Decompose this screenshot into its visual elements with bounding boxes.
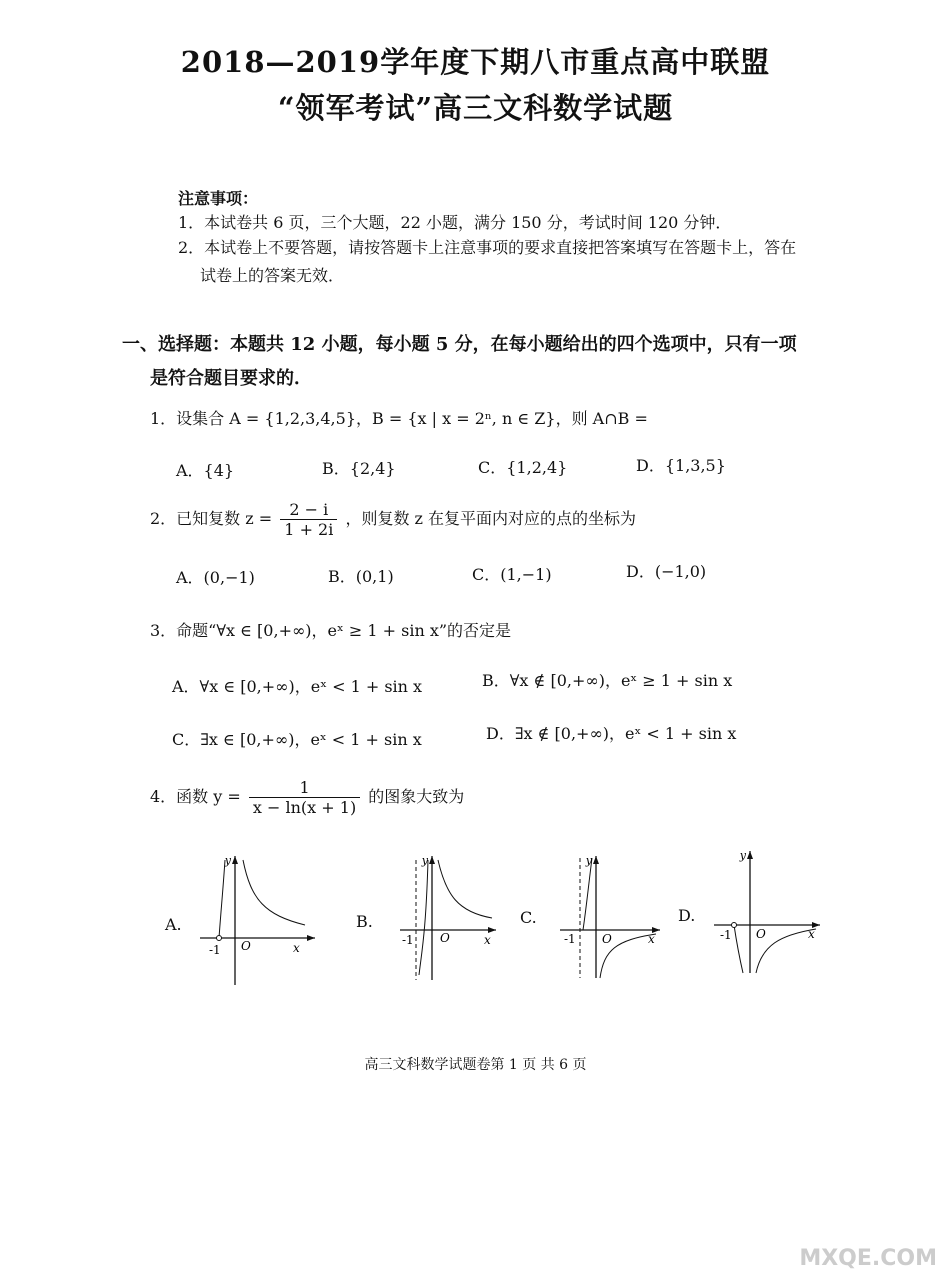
q2-option-d: D．(−1,0) (626, 562, 707, 581)
q4-stem-pre: 4．函数 y = (150, 787, 241, 806)
graph-a-origin: O (241, 939, 251, 953)
graph-c-y-label: y (585, 854, 592, 867)
graph-a-x-label: x (293, 941, 300, 955)
q2-option-c: C．(1,−1) (472, 565, 552, 584)
q4-stem (150, 778, 464, 817)
q4-stem-post: 的图象大致为 (368, 787, 465, 806)
section1-heading-cont: 是符合题目要求的． (150, 368, 312, 389)
q2-option-a: A．(0,−1) (176, 568, 255, 587)
q3-option-d: D．∃x ∉ [0,+∞)，eˣ < 1 + sin x (486, 724, 737, 743)
q4-graph-b (392, 850, 502, 985)
q4-denominator: x − ln(x + 1) (252, 798, 357, 817)
graph-b-neg-one: -1 (402, 933, 414, 947)
q2-denominator: 1 + 2i (284, 520, 334, 539)
exam-title-line1: 2018—2019学年度下期八市重点高中联盟 (180, 45, 771, 79)
q2-numerator: 2 − i (280, 500, 337, 520)
section1-heading: 一、选择题：本题共 12 小题，每小题 5 分，在每小题给出的四个选项中，只有一项 (122, 334, 797, 355)
graph-b-y-label: y (421, 854, 428, 867)
q2-stem (150, 500, 636, 539)
q2-fraction (280, 500, 337, 539)
q4-graph-b-label: B. (356, 912, 373, 931)
q2-stem-pre: 2．已知复数 z = (150, 509, 273, 528)
q2-option-b: B．(0,1) (328, 567, 394, 586)
graph-b-origin: O (440, 931, 450, 945)
q1-option-b: B．{2,4} (322, 459, 396, 478)
notice-item-2-cont: 试卷上的答案无效． (200, 266, 345, 285)
q4-fraction (249, 778, 360, 817)
q3-option-a: A．∀x ∈ [0,+∞)，eˣ < 1 + sin x (172, 677, 423, 696)
q4-graph-a (195, 850, 320, 990)
graph-c-neg-one: -1 (564, 932, 576, 946)
q1-option-d: D．{1,3,5} (636, 456, 726, 475)
q1-stem: 1．设集合 A = {1,2,3,4,5}，B = {x | x = 2ⁿ, n ∈ Z}，则 A∩B = (150, 409, 648, 428)
q3-stem: 3．命题“∀x ∈ [0,+∞)，eˣ ≥ 1 + sin x”的否定是 (150, 621, 512, 640)
q1-option-c: C．{1,2,4} (478, 458, 568, 477)
exam-title-line2: “领军考试”高三文科数学试题 (277, 91, 674, 125)
graph-c-x-label: x (648, 932, 655, 946)
graph-a-y-label: y (224, 854, 231, 867)
q4-graph-c (556, 850, 666, 985)
q4-graph-c-label: C. (520, 908, 537, 927)
notice-heading: 注意事项： (178, 189, 259, 208)
q3-option-b: B．∀x ∉ [0,+∞)，eˣ ≥ 1 + sin x (482, 671, 733, 690)
q4-numerator: 1 (249, 778, 360, 798)
graph-d-y-label: y (739, 849, 746, 862)
watermark: MXQE.COM (799, 1246, 937, 1271)
notice-item-1: 1．本试卷共 6 页，三个大题，22 小题，满分 150 分，考试时间 120 分钟． (178, 213, 732, 232)
graph-d-x-label: x (808, 927, 815, 941)
graph-d-origin: O (756, 927, 766, 941)
graph-a-neg-one: -1 (209, 943, 221, 957)
q1-option-a: A．{4} (176, 461, 235, 480)
graph-c-origin: O (602, 932, 612, 946)
graph-b-x-label: x (484, 933, 491, 947)
notice-item-2: 2．本试卷上不要答题，请按答题卡上注意事项的要求直接把答案填写在答题卡上，答在 (178, 238, 797, 257)
q4-graph-d (710, 845, 825, 980)
q4-graph-a-label: A. (165, 915, 182, 934)
graph-d-neg-one: -1 (720, 928, 732, 942)
q2-stem-post: ，则复数 z 在复平面内对应的点的坐标为 (345, 509, 637, 528)
q4-graph-d-label: D. (678, 906, 696, 925)
q3-option-c: C．∃x ∈ [0,+∞)，eˣ < 1 + sin x (172, 730, 422, 749)
page-footer: 高三文科数学试题卷第 1 页 共 6 页 (364, 1057, 587, 1073)
